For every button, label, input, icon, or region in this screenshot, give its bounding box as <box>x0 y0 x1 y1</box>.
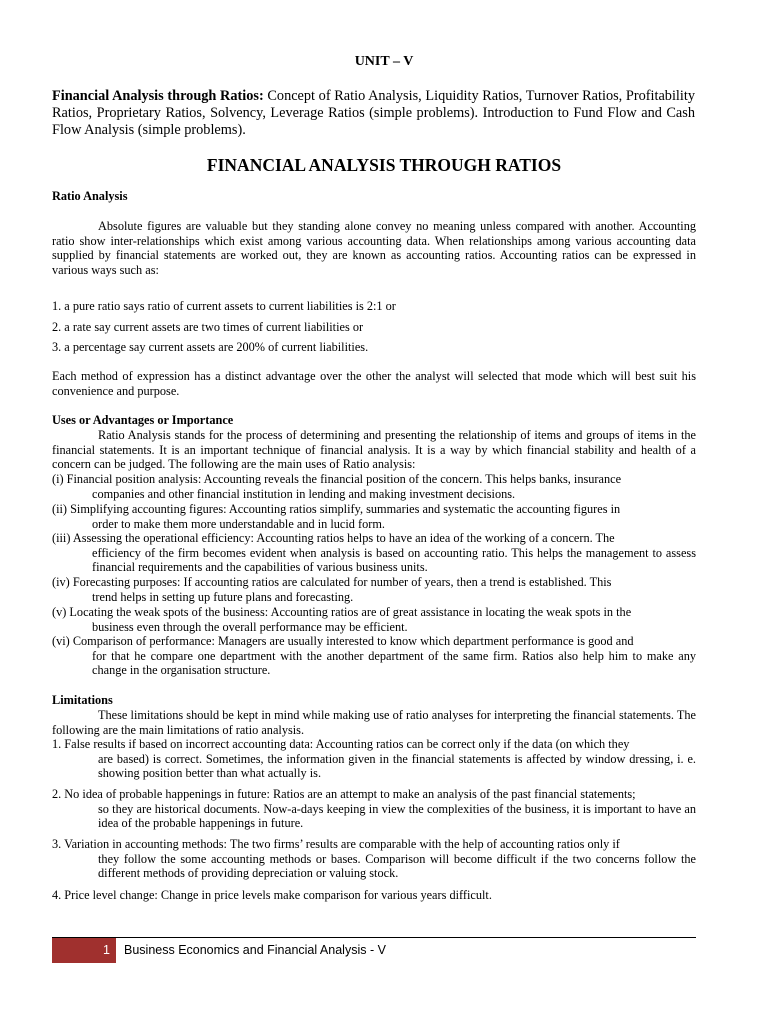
list-item: 3. a percentage say current assets are 200% of current liabilities. <box>52 340 369 354</box>
main-heading: FINANCIAL ANALYSIS THROUGH RATIOS <box>206 155 562 175</box>
unit-intro <box>52 88 695 139</box>
list-item-first-line: (i) Financial position analysis: Accounting reveals the financial position of the concern. This helps banks, insurance <box>52 472 622 486</box>
list-item-first-line: (v) Locating the weak spots of the business: Accounting ratios are of great assistance in locating the weak spots in the <box>52 605 632 619</box>
list-item-continuation: order to make them more understandable and in lucid form. <box>92 516 385 531</box>
list-item-first-line: 4. Price level change: Change in price levels make comparison for various years difficult. <box>52 888 492 902</box>
list-item <box>52 837 696 881</box>
list-item-first-line: (iii) Assessing the operational efficiency: Accounting ratios helps to have an idea of the working of a concern. The <box>52 531 615 545</box>
list-item-first-line: 1. False results if based on incorrect accounting data: Accounting ratios can be correct only if the data (on which they <box>52 737 630 751</box>
uses-paragraph: Ratio Analysis stands for the process of determining and presenting the relationship of items and groups of items in the financial statements. It is an important technique of financial analysis. It is a way by which financial stability and health of a concern can be judged. The following are the main uses of Ratio analysis: <box>52 428 696 472</box>
list-item: 2. a rate say current assets are two times of current liabilities or <box>52 320 364 334</box>
list-item-first-line: (iv) Forecasting purposes: If accounting ratios are calculated for number of years, then a trend is established. This <box>52 575 612 589</box>
list-item-continuation: companies and other financial institution in lending and making investment decisions. <box>92 486 516 501</box>
list-item-first-line: (ii) Simplifying accounting figures: Accounting ratios simplify, summaries and systematic the accounting figures in <box>52 502 621 516</box>
list-item-first-line: 2. No idea of probable happenings in future: Ratios are an attempt to make an analysis of the past financial statements; <box>52 787 636 801</box>
list-item <box>52 531 696 575</box>
list-item-continuation: are based) is correct. Sometimes, the information given in the financial statements is affected by window dressing, i. e. showing position better than what actually is. <box>98 751 696 781</box>
list-item <box>52 888 696 903</box>
list-item-first-line: (vi) Comparison of performance: Managers are usually interested to know which department performance is good and <box>52 634 634 648</box>
section-heading-ratio-analysis: Ratio Analysis <box>52 189 128 203</box>
unit-title: UNIT – V <box>354 54 414 69</box>
list-item-continuation: for that he compare one department with the another department of the same firm. Ratios also help him to make any change in the organisation structure. <box>92 648 696 678</box>
list-item <box>52 575 696 604</box>
section-heading-limitations: Limitations <box>52 693 113 707</box>
list-item-continuation: business even through the overall performance may be efficient. <box>92 619 408 634</box>
footer-title: Business Economics and Financial Analysis - V <box>124 943 386 957</box>
list-item-continuation: they follow the some accounting methods or bases. Comparison will become difficult if the two concerns follow the different methods of providing depreciation or valuing stock. <box>98 851 696 881</box>
list-item <box>52 737 696 781</box>
list-item-continuation: trend helps in setting up future plans and forecasting. <box>92 589 354 604</box>
list-item <box>52 502 696 531</box>
intro-label: Financial Analysis through Ratios: <box>52 88 264 104</box>
ratio-analysis-paragraph: Absolute figures are valuable but they standing alone convey no meaning unless compared with another. Accounting ratio show inter-relationships which exist among various accounting data. When relationships among various accounting data supplied by financial statements are worked out, they are known as accounting ratios. Accounting ratios can be expressed in various ways such as: <box>52 219 696 277</box>
section-heading-uses: Uses or Advantages or Importance <box>52 413 234 427</box>
list-item-continuation: so they are historical documents. Now-a-days keeping in view the complexities of the business, it is important to have an idea of the probable happenings in future. <box>98 801 696 831</box>
list-item <box>52 787 696 831</box>
list-item <box>52 472 696 501</box>
list-item <box>52 605 696 634</box>
ratio-analysis-closing: Each method of expression has a distinct advantage over the other the analyst will selected that mode which will best suit his convenience and purpose. <box>52 369 696 398</box>
list-item: 1. a pure ratio says ratio of current assets to current liabilities is 2:1 or <box>52 299 396 313</box>
limitations-paragraph: These limitations should be kept in mind while making use of ratio analyses for interpreting the financial statements. The following are the main limitations of ratio analysis. <box>52 708 696 737</box>
footer-rule <box>52 937 696 938</box>
intro-text: Concept of Ratio Analysis, Liquidity Ratios, Turnover Ratios, Profitability Ratios, Proprietary Ratios, Solvency, Leverage Ratios (simple problems). Introduction to Fund Flow and Cash Flow Analysis (simple problems). <box>52 88 695 138</box>
list-item-continuation: efficiency of the firm becomes evident when analysis is based on accounting ratio. This helps the management to assess financial requirements and the capabilities of various business units. <box>92 545 696 575</box>
page-number: 1 <box>103 943 110 957</box>
list-item <box>52 634 696 678</box>
list-item-first-line: 3. Variation in accounting methods: The two firms’ results are comparable with the help of accounting ratios only if <box>52 837 620 851</box>
